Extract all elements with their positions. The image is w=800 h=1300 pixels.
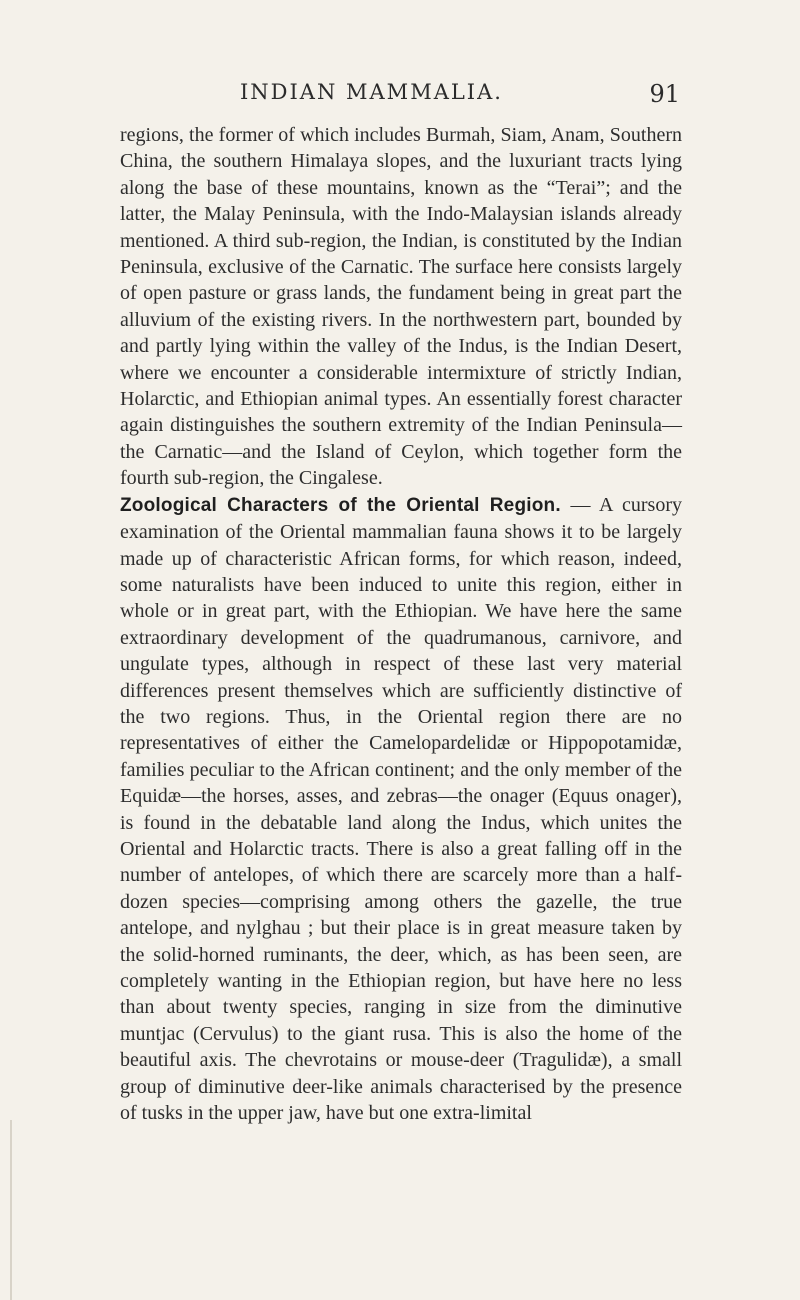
paragraph-body: — A cursory examination of the Oriental mammalian fauna shows it to be largely made up of characteristic African forms, for which reason, indeed, some naturalists have been induced to unite this region, either in whole or in great part, with the Ethiopian. We have here the same extraordinary development of the quadrumanous, carnivore, and ungulate types, although in respect of these last very material differences present themselves which are sufficiently distinctive of the two regions. Thus, in the Oriental region there are no representatives of either the Camelopardelidæ or Hippopotamidæ, families peculiar to the African continent; and the only member of the Equidæ—the horses, asses, and zebras—the onager (Equus onager), is found in the debatable land along the Indus, which unites the Oriental and Holarctic tracts. There is also a great falling off in the number of antelopes, of which there are scarcely more than a half-dozen species—comprising among others the gazelle, the true antelope, and nylghau ; but their place is in great measure taken by the solid-horned ruminants, the deer, which, as has been seen, are completely wanting in the Ethiopian region, but have here no less than about twenty species, ranging in size from the diminutive muntjac (Cervulus) to the giant rusa. This is also the home of the beautiful axis. The chevrotains or mouse-deer (Tragulidæ), a small group of diminutive deer-like animals characterised by the presence of tusks in the upper jaw, have but one extra-limital — [120, 493, 682, 1125]
paragraph-zoological-characters — [120, 492, 682, 1127]
page-edge-shadow — [10, 1120, 12, 1300]
paragraph-regions: regions, the former of which includes Burmah, Siam, Anam, Southern China, the southern Himalaya slopes, and the luxuriant tracts lying along the base of these mountains, known as the “Terai”; and the latter, the Malay Peninsula, with the Indo-Malaysian islands already mentioned. A third sub-region, the Indian, is constituted by the Indian Peninsula, exclusive of the Carnatic. The surface here consists largely of open pasture or grass lands, the fundament being in great part the alluvium of the existing rivers. In the northwestern part, bounded by and partly lying within the valley of the Indus, is the Indian Desert, where we encounter a considerable intermixture of strictly Indian, Holarctic, and Ethiopian animal types. An essentially forest character again distinguishes the southern extremity of the Indian Peninsula—the Carnatic—and the Island of Ceylon, which together form the fourth sub-region, the Cingalese. — [120, 124, 682, 490]
running-title: INDIAN MAMMALIA. — [240, 80, 503, 104]
page-number: 91 — [649, 80, 680, 108]
body-text — [120, 122, 682, 1126]
running-header — [240, 80, 680, 110]
section-heading: Zoological Characters of the Oriental Region. — [120, 494, 561, 516]
